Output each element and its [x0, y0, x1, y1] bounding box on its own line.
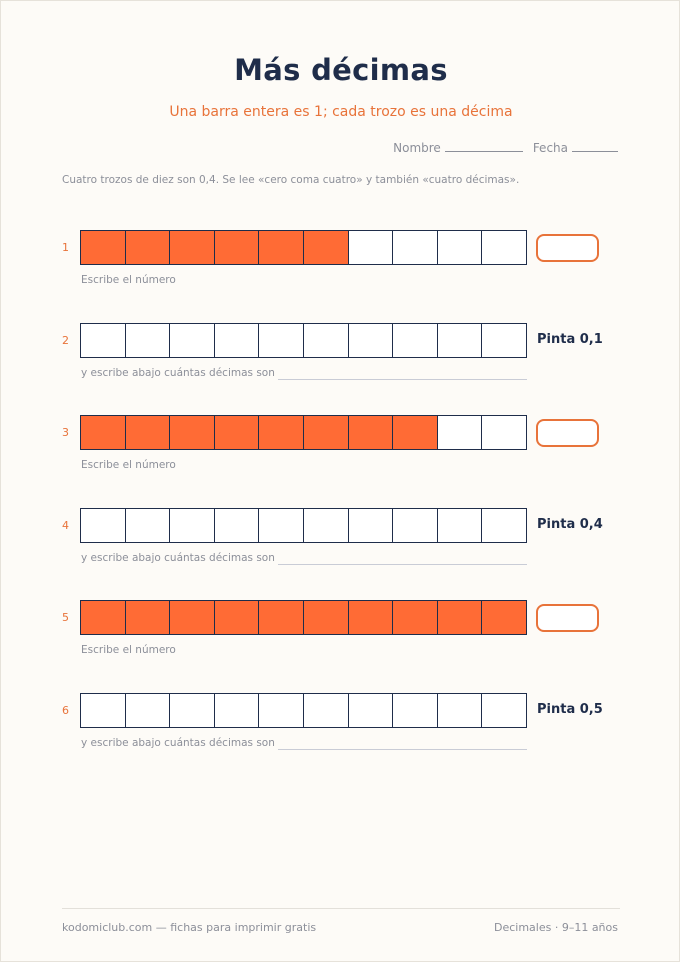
tenths-bar: [80, 323, 527, 358]
tenth-cell-empty[interactable]: [81, 694, 126, 727]
tenth-cell-filled: [170, 416, 215, 449]
tenth-cell-empty[interactable]: [215, 509, 260, 542]
tenth-cell-filled: [438, 601, 483, 634]
tenth-cell-empty: [349, 231, 394, 264]
tenth-cell-empty[interactable]: [438, 509, 483, 542]
instructions-text: Cuatro trozos de diez son 0,4. Se lee «cero coma cuatro» y también «cuatro décimas».: [62, 174, 520, 186]
tenths-bar: [80, 600, 527, 635]
tenth-cell-empty[interactable]: [349, 694, 394, 727]
exercise-row: [1, 600, 680, 680]
exercise-prompt: y escribe abajo cuántas décimas son: [81, 552, 275, 564]
tenths-bar: [80, 230, 527, 265]
paint-instruction: Pinta 0,1: [537, 332, 603, 347]
exercise-prompt: Escribe el número: [81, 644, 176, 656]
tenth-cell-filled: [215, 601, 260, 634]
exercise-row: [1, 323, 680, 403]
tenth-cell-filled: [81, 601, 126, 634]
tenth-cell-empty[interactable]: [259, 694, 304, 727]
tenths-bar: [80, 415, 527, 450]
tenth-cell-filled: [259, 416, 304, 449]
exercise-prompt: y escribe abajo cuántas décimas son: [81, 737, 275, 749]
tenth-cell-empty[interactable]: [259, 509, 304, 542]
footer-divider: [62, 908, 620, 909]
tenth-cell-empty: [393, 231, 438, 264]
tenth-cell-filled: [126, 416, 171, 449]
exercise-row: [1, 508, 680, 588]
tenth-cell-filled: [304, 231, 349, 264]
exercise-number: 1: [62, 241, 69, 254]
exercise-row: [1, 415, 680, 495]
tenth-cell-filled: [304, 416, 349, 449]
tenth-cell-filled: [126, 231, 171, 264]
tenth-cell-empty[interactable]: [215, 324, 260, 357]
exercise-number: 2: [62, 334, 69, 347]
tenth-cell-empty: [482, 416, 526, 449]
tenth-cell-filled: [482, 601, 526, 634]
tenth-cell-filled: [126, 601, 171, 634]
tenth-cell-empty[interactable]: [126, 694, 171, 727]
answer-line[interactable]: [278, 564, 527, 565]
exercise-row: [1, 693, 680, 773]
tenth-cell-empty[interactable]: [482, 509, 526, 542]
answer-box[interactable]: [536, 419, 599, 447]
tenth-cell-empty[interactable]: [170, 509, 215, 542]
tenth-cell-empty[interactable]: [126, 324, 171, 357]
tenth-cell-empty[interactable]: [482, 324, 526, 357]
tenth-cell-empty[interactable]: [349, 324, 394, 357]
answer-line[interactable]: [278, 749, 527, 750]
tenth-cell-filled: [170, 601, 215, 634]
exercise-prompt: y escribe abajo cuántas décimas son: [81, 367, 275, 379]
tenth-cell-filled: [81, 416, 126, 449]
name-date-fields: [393, 140, 618, 155]
tenth-cell-empty[interactable]: [304, 509, 349, 542]
tenth-cell-empty[interactable]: [438, 694, 483, 727]
tenths-bar: [80, 693, 527, 728]
tenths-bar: [80, 508, 527, 543]
exercise-prompt: Escribe el número: [81, 274, 176, 286]
tenth-cell-empty[interactable]: [126, 509, 171, 542]
exercise-number: 5: [62, 611, 69, 624]
tenth-cell-empty[interactable]: [170, 694, 215, 727]
tenth-cell-empty[interactable]: [349, 509, 394, 542]
tenth-cell-empty[interactable]: [393, 694, 438, 727]
tenth-cell-filled: [349, 416, 394, 449]
tenth-cell-filled: [81, 231, 126, 264]
answer-box[interactable]: [536, 234, 599, 262]
page-subtitle: Una barra entera es 1; cada trozo es una décima: [169, 104, 513, 120]
name-field[interactable]: [393, 140, 523, 155]
exercise-number: 6: [62, 704, 69, 717]
name-blank-line: [445, 140, 523, 152]
tenth-cell-empty[interactable]: [304, 694, 349, 727]
tenth-cell-empty[interactable]: [393, 324, 438, 357]
footer-site: kodomiclub.com — fichas para imprimir gratis: [62, 921, 317, 934]
date-label: Fecha: [532, 141, 568, 155]
exercise-row: [1, 230, 680, 310]
tenth-cell-filled: [304, 601, 349, 634]
tenth-cell-filled: [393, 601, 438, 634]
tenth-cell-empty: [438, 416, 483, 449]
exercise-prompt: Escribe el número: [81, 459, 176, 471]
tenth-cell-empty[interactable]: [81, 324, 126, 357]
answer-box[interactable]: [536, 604, 599, 632]
exercise-number: 3: [62, 426, 69, 439]
tenth-cell-empty: [482, 231, 526, 264]
date-blank-line: [572, 140, 618, 152]
tenth-cell-empty[interactable]: [215, 694, 260, 727]
footer-level: Decimales · 9–11 años: [493, 921, 618, 934]
tenth-cell-empty[interactable]: [304, 324, 349, 357]
tenth-cell-filled: [215, 231, 260, 264]
tenth-cell-empty[interactable]: [482, 694, 526, 727]
tenth-cell-empty[interactable]: [438, 324, 483, 357]
tenth-cell-filled: [259, 231, 304, 264]
exercise-number: 4: [62, 519, 69, 532]
tenth-cell-empty[interactable]: [259, 324, 304, 357]
date-field[interactable]: [533, 140, 618, 155]
name-label: Nombre: [393, 141, 441, 155]
page-title: Más décimas: [234, 53, 448, 87]
tenth-cell-empty[interactable]: [393, 509, 438, 542]
tenth-cell-empty[interactable]: [81, 509, 126, 542]
tenth-cell-empty[interactable]: [170, 324, 215, 357]
tenth-cell-filled: [349, 601, 394, 634]
answer-line[interactable]: [278, 379, 527, 380]
tenth-cell-filled: [393, 416, 438, 449]
tenth-cell-filled: [259, 601, 304, 634]
paint-instruction: Pinta 0,4: [537, 517, 603, 532]
tenth-cell-filled: [170, 231, 215, 264]
tenth-cell-filled: [215, 416, 260, 449]
paint-instruction: Pinta 0,5: [537, 702, 603, 717]
tenth-cell-empty: [438, 231, 483, 264]
